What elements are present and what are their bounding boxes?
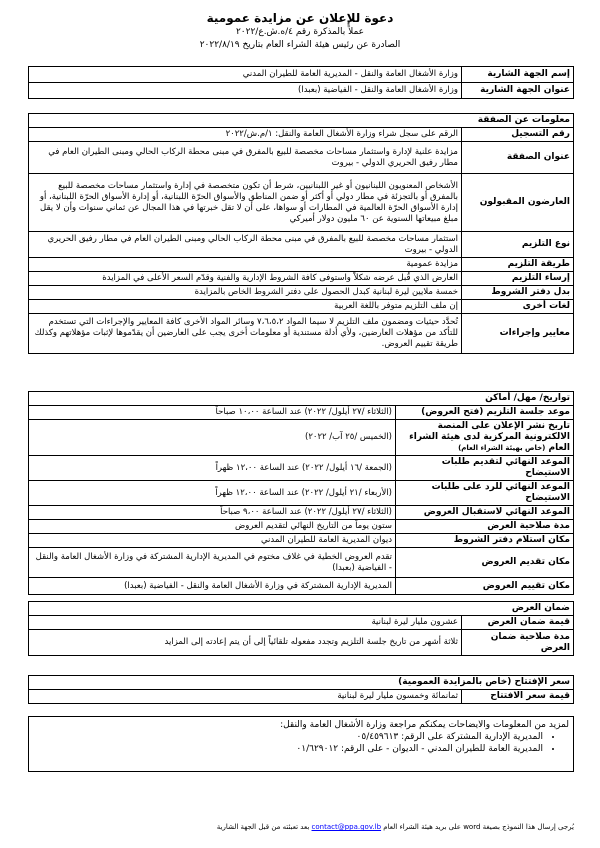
session-label: موعد جلسة التلزيم (فتح العروض)	[396, 406, 574, 420]
specs-fee-value: خمسة ملايين ليرة لبنانية كبدل الحصول على دفتر الشروط الخاص بالمزايدة	[29, 286, 462, 300]
registration-label: رقم التسجيل	[462, 128, 574, 142]
dates-section-title: تواريخ/ مهل/ أماكن	[29, 392, 574, 406]
dates-table	[28, 391, 574, 595]
specs-fee-label: بدل دفتر الشروط	[462, 286, 574, 300]
contact-item-joint-directorate: • المديرية الإدارية المشتركة على الرقم: ٠٥/٤٥٩٦١٣	[33, 731, 543, 743]
guarantee-table	[28, 601, 574, 656]
bidders-label: العارضون المقبولون	[462, 174, 574, 232]
deal-info-table	[28, 113, 574, 354]
tender-type-value: استثمار مساحات مخصصة للبيع بالمفرق في مبنى محطة الركاب الحالي ومبنى الطيران العام في مطار رفيق الحريري الدولي - بيروت	[29, 232, 462, 258]
inquiry-value: (الجمعة /١٦ أيلول/ ٢٠٢٢) عند الساعة ١٢،٠٠ ظهراً	[29, 456, 396, 481]
more-info-intro: لمزيد من المعلومات والايضاحات يمكنكم مراجعة وزارة الأشغال العامة والنقل:	[280, 720, 569, 730]
opening-section-title: سعر الإفتتاح (خاص بالمزايدة العمومية)	[29, 676, 574, 690]
validity-label: مدة صلاحية العرض	[396, 520, 574, 534]
award-label: إرساء التلزيم	[462, 272, 574, 286]
languages-value: إن ملف التلزيم متوفر باللغة العربية	[29, 300, 462, 314]
contact-item-civil-aviation: • المديرية العامة للطيران المدني - الديوان - على الرقم: ٠١/٦٢٩٠١٢	[33, 743, 543, 755]
memo-reference: عملاً بالمذكرة رقم ٤/ه.ش.ع/٢٠٢٢	[235, 27, 365, 37]
footer-note	[28, 823, 574, 831]
reply-label: الموعد النهائي للرد على طلبات الاستيضاح	[396, 481, 574, 506]
entity-name-label: إسم الجهة الشارية	[462, 67, 574, 83]
guarantee-value-label: قيمة ضمان العرض	[462, 616, 574, 630]
receive-label: الموعد النهائي لاستقبال العروض	[396, 506, 574, 520]
tender-type-label: نوع التلزيم	[462, 232, 574, 258]
guarantee-value-value: عشرون مليار ليرة لبنانية	[29, 616, 462, 630]
eval-place-label: مكان تقييم العروض	[396, 578, 574, 595]
footer-text-before: يُرجى إرسال هذا النموذج بصيغة word على بريد هيئة الشراء العام	[383, 823, 574, 831]
memo-date: الصادرة عن رئيس هيئة الشراء العام بتاريخ ٢٠٢٢/٨/١٩	[199, 40, 401, 50]
session-value: (الثلاثاء /٢٧ أيلول/ ٢٠٢٢) عند الساعة ١٠،٠٠ صباحاً	[29, 406, 396, 420]
validity-value: ستون يوماً من التاريخ النهائي لتقديم العروض	[29, 520, 396, 534]
tender-method-label: طريقة التلزيم	[462, 258, 574, 272]
contact-email-link[interactable]: contact@ppa.gov.lb	[311, 823, 382, 831]
entity-address-label: عنوان الجهة الشارية	[462, 83, 574, 99]
pickup-label: مكان استلام دفتر الشروط	[396, 534, 574, 548]
submit-place-value: تقدم العروض الخطية في غلاف مختوم في المديرية الإدارية المشتركة في وزارة الأشغال العامة والنقل - الفياضية (بعبدا)	[29, 548, 396, 578]
tender-method-value: مزايدة عمومية	[29, 258, 462, 272]
guarantee-validity-label: مدة صلاحية ضمان العرض	[462, 630, 574, 656]
publish-label	[396, 420, 574, 456]
more-info-box	[28, 716, 574, 772]
criteria-label: معايير وإجراءات	[462, 314, 574, 354]
publish-label-note: (خاص بهيئة الشراء العام)	[458, 444, 546, 452]
publish-label-text: تاريخ نشر الإعلان على المنصة الالكترونية المركزية لدى هيئة الشراء العام	[409, 421, 570, 453]
inquiry-label: الموعد النهائي لتقديم طلبات الاستيضاح	[396, 456, 574, 481]
deal-title-value: مزايدة علنية لإدارة واستثمار مساحات مخصصة للبيع بالمفرق في مبنى محطة الركاب الحالي ومبنى الطيران العام في مطار رفيق الحريري الدولي - بيروت	[29, 142, 462, 174]
entity-table	[28, 66, 574, 99]
guarantee-section-title: ضمان العرض	[29, 602, 574, 616]
receive-value: (الثلاثاء /٢٧ أيلول/ ٢٠٢٢) عند الساعة ٩،٠٠ صباحاً	[29, 506, 396, 520]
footer-text-after: بعد تعبئته من قبل الجهة الشارية	[216, 823, 310, 831]
contact-list	[33, 731, 569, 755]
opening-value-value: ثمانمائة وخمسون مليار ليرة لبنانية	[29, 690, 462, 704]
guarantee-validity-value: ثلاثة أشهر من تاريخ جلسة التلزيم وتجدد مفعوله تلقائياً إلى أن يتم إعادته إلى المزايد	[29, 630, 462, 656]
bidders-value: الأشخاص المعنويون اللبنانيون أو غير اللبنانيين، شرط أن تكون متخصصة في إدارة واستثمار مساحات مخصصة للبيع بالمفرق أو بالتجزئة في مطار دولي أو أكثر أو ضمن المناطق والأسواق الحرّة اللبنانية، أو إدارة الأسواق الحرّة اللبنانية، أو إدارة الأسواق الحرّة العالمية في المطارات أو سواها، على أن لا تقل خبرتها في هذا المجال عن ثماني سنوات وأن لا يقل مبلغ مبيعاتها السنوية عن ٦٠ مليون دولار أميركي	[29, 174, 462, 232]
entity-address-value: وزارة الأشغال العامة والنقل - الفياضية (بعبدا)	[29, 83, 462, 99]
submit-place-label: مكان تقديم العروض	[396, 548, 574, 578]
eval-place-value: المديرية الإدارية المشتركة في وزارة الأشغال العامة والنقل - الفياضية (بعبدا)	[29, 578, 396, 595]
publish-value: (الخميس /٢٥ آب/ ٢٠٢٢)	[29, 420, 396, 456]
criteria-value: تُحدَّد حيثيات ومضمون ملف التلزيم لا سيما المواد ٧،٦،٥،٢ وسائر المواد الأخرى كافة المعايير والإجراءات التي تستخدم للتأكد من مؤهلات العارضين، ولأي أدلة مستندية أو معلومات أخرى يجب على العارضين أن يقدّموها لإثبات مؤهلاتهم وكذلك طريقة تقييم العروض.	[29, 314, 462, 354]
registration-value: الرقم على سجل شراء وزارة الأشغال العامة والنقل: ١/م.ش/٢٠٢٢	[29, 128, 462, 142]
opening-value-label: قيمة سعر الافتتاح	[462, 690, 574, 704]
reply-value: (الأربعاء /٢١ أيلول/ ٢٠٢٢) عند الساعة ١٢،٠٠ ظهراً	[29, 481, 396, 506]
award-value: العارض الذي قُبل عرضه شكلاً واستوفى كافة الشروط الإدارية والفنية وقدّم السعر الأعلى في المزايدة	[29, 272, 462, 286]
deal-title-label: عنوان الصفقة	[462, 142, 574, 174]
deal-section-title: معلومات عن الصفقة	[29, 114, 574, 128]
opening-price-table	[28, 675, 574, 704]
pickup-value: ديوان المديرية العامة للطيران المدني	[29, 534, 396, 548]
entity-name-value: وزارة الأشغال العامة والنقل - المديرية العامة للطيران المدني	[29, 67, 462, 83]
page-title: دعوة للإعلان عن مزايدة عمومية	[206, 11, 394, 25]
languages-label: لغات أخرى	[462, 300, 574, 314]
